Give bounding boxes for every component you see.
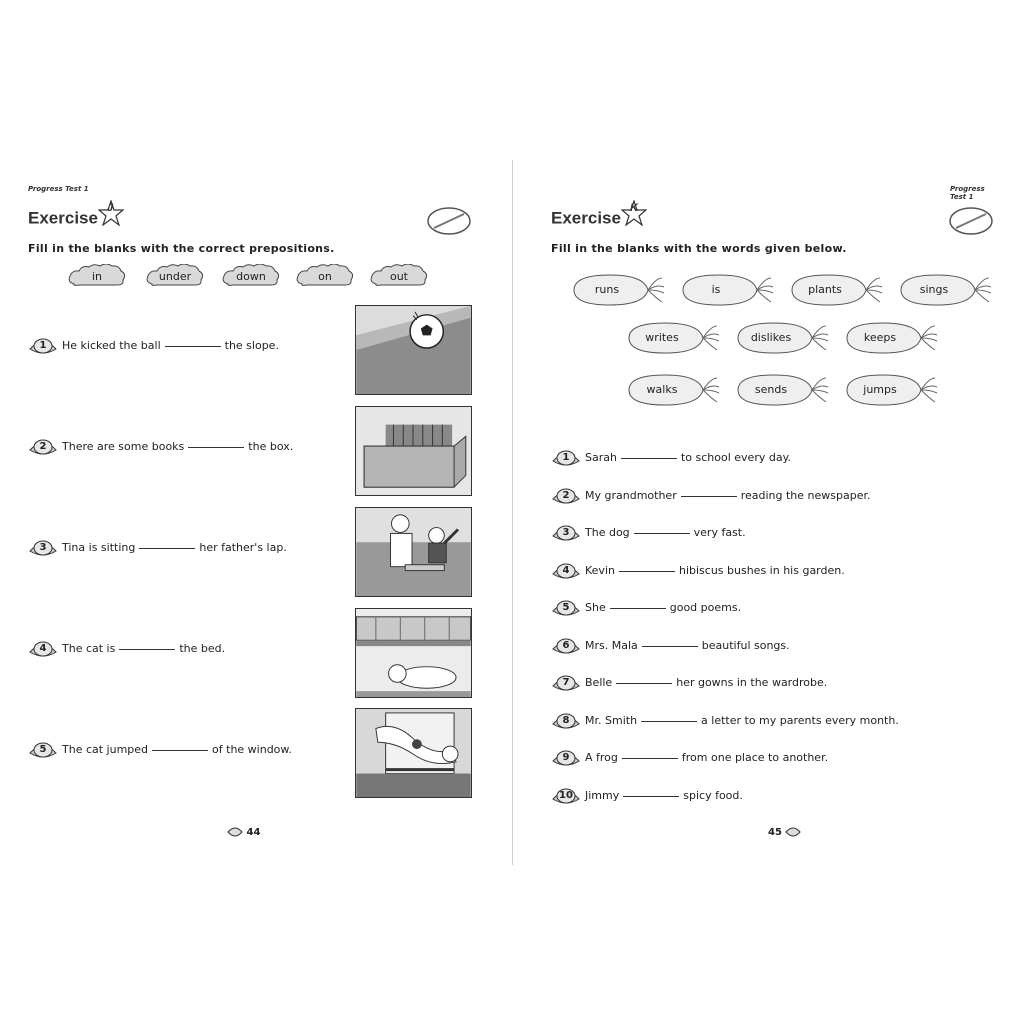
question-row [28, 741, 292, 759]
question-text-after: the bed. [179, 642, 226, 655]
question-number: 5 [39, 744, 47, 755]
question-number: 4 [39, 643, 47, 654]
right-page [514, 160, 1002, 860]
question-text-after: spicy food. [683, 788, 743, 802]
answer-blank[interactable] [623, 795, 679, 797]
word-bank-word: out [389, 270, 408, 283]
question-row [551, 749, 828, 767]
question-number: 10 [559, 789, 573, 801]
word-bank-cloud [66, 264, 128, 290]
word-bank-word: jumps [863, 383, 897, 396]
question-text-before: A frog [585, 751, 618, 764]
answer-blank[interactable] [621, 457, 677, 459]
question-text-after: from one place to another. [681, 751, 829, 764]
question-text-before: Mrs. Mala [585, 638, 638, 652]
word-bank-cloud [294, 264, 356, 290]
instructions: Fill in the blanks with the correct prepositions. [28, 242, 335, 255]
left-page [22, 160, 512, 860]
word-bank-carrot [623, 372, 721, 408]
question-number: 2 [562, 489, 570, 501]
question-text-before: Tina is sitting [62, 541, 136, 554]
question-number-badge [551, 599, 581, 617]
word-bank-word: in [91, 270, 103, 283]
question-text-before: Kevin [585, 563, 615, 577]
question-text-after: a letter to my parents every month. [701, 713, 899, 727]
question-text-before: She [585, 601, 606, 614]
exercise-title [28, 202, 124, 230]
word-bank-carrot [895, 272, 993, 308]
word-bank-word: sings [919, 283, 949, 296]
question-text-after: very fast. [693, 526, 746, 539]
question-number: 9 [562, 752, 570, 763]
question-number-badge [551, 562, 581, 580]
running-head: Progress Test 1 [28, 185, 89, 193]
instructions: Fill in the blanks with the words given below. [551, 242, 847, 255]
score-oval-icon [426, 206, 472, 236]
answer-blank[interactable] [616, 682, 672, 684]
question-number: 1 [39, 340, 47, 351]
question-number-badge [551, 674, 581, 692]
question-number-badge [551, 449, 581, 467]
word-bank-carrot [568, 272, 666, 308]
question-row [551, 487, 871, 505]
question-number-badge [28, 438, 58, 456]
star-icon [98, 202, 124, 230]
page-number [768, 827, 801, 838]
book-gutter [512, 160, 513, 865]
question-number-badge [551, 787, 581, 805]
question-text-after: her gowns in the wardrobe. [676, 676, 828, 689]
answer-blank[interactable] [642, 645, 698, 647]
word-bank-carrot [677, 272, 775, 308]
word-bank-word: under [158, 270, 192, 283]
question-text-after: reading the newspaper. [740, 488, 871, 502]
question-text-after: the slope. [224, 339, 279, 352]
question-text-before: There are some books [62, 440, 185, 453]
answer-blank[interactable] [622, 757, 678, 759]
question-row [551, 562, 845, 580]
question-text-after: of the window. [212, 743, 292, 756]
question-row [551, 637, 790, 655]
word-bank-carrot [623, 320, 721, 356]
question-text-after: good poems. [669, 601, 742, 614]
question-number-badge [28, 741, 58, 759]
question-number-badge [551, 749, 581, 767]
exercise-label: Exercise [551, 208, 621, 228]
question-number-badge [551, 487, 581, 505]
question-row [551, 712, 899, 730]
question-number-badge [551, 524, 581, 542]
answer-blank[interactable] [681, 495, 737, 497]
exercise-title [551, 202, 647, 230]
question-text-before: Sarah [585, 451, 617, 464]
question-text-after: hibiscus bushes in his garden. [678, 563, 845, 577]
page-number-text: 44 [246, 827, 261, 838]
question-number: 4 [562, 564, 570, 576]
picture-books-box [355, 406, 472, 496]
answer-blank[interactable] [619, 570, 675, 572]
question-number-badge [551, 637, 581, 655]
word-bank-word: dislikes [750, 331, 792, 344]
question-number: 6 [562, 639, 570, 651]
question-text-before: Mr. Smith [585, 713, 638, 727]
question-text-after: the box. [248, 440, 294, 453]
question-text-after: beautiful songs. [701, 638, 790, 652]
question-text-before: He kicked the ball [62, 339, 161, 352]
question-row [551, 524, 746, 542]
question-row [551, 449, 791, 467]
question-text-before: My grandmother [585, 488, 677, 502]
word-bank-carrot [732, 320, 830, 356]
picture-father-lap [355, 507, 472, 597]
question-row [28, 539, 287, 557]
answer-blank[interactable] [188, 446, 244, 448]
score-oval-icon [948, 206, 994, 236]
word-bank-word: down [236, 270, 266, 283]
word-bank-word: is [711, 283, 721, 296]
word-bank-cloud [144, 264, 206, 290]
question-text-after: to school every day. [680, 451, 792, 464]
page-number [227, 827, 260, 838]
answer-blank[interactable] [641, 720, 697, 722]
question-text-before: The cat is [62, 642, 116, 655]
question-text-before: Jimmy [585, 788, 620, 802]
word-bank-carrot [841, 320, 939, 356]
question-row [28, 640, 225, 658]
star-icon [621, 202, 647, 230]
question-number-badge [28, 337, 58, 355]
word-bank-word: writes [645, 331, 679, 344]
word-bank-word: sends [754, 383, 788, 396]
picture-cat-under-bed [355, 608, 472, 698]
question-number: 5 [562, 602, 570, 613]
exercise-label: Exercise [28, 208, 98, 228]
word-bank-word: plants [808, 283, 842, 296]
exercise-letter: K [629, 202, 638, 214]
question-number: 8 [562, 714, 570, 726]
word-bank-word: walks [646, 383, 678, 396]
question-number: 3 [562, 527, 570, 538]
question-text-before: The dog [585, 526, 630, 539]
exercise-letter: J [106, 202, 114, 214]
word-bank-word: keeps [863, 331, 897, 344]
question-number: 1 [562, 452, 570, 463]
picture-cat-window [355, 708, 472, 798]
word-bank-cloud [220, 264, 282, 290]
question-number-badge [28, 539, 58, 557]
word-bank-carrot [786, 272, 884, 308]
question-number-badge [551, 712, 581, 730]
answer-blank[interactable] [119, 648, 175, 650]
word-bank-word: on [318, 270, 332, 283]
question-row [551, 674, 827, 692]
answer-blank[interactable] [152, 749, 208, 751]
page-number-text: 45 [768, 827, 782, 838]
answer-blank[interactable] [139, 547, 195, 549]
answer-blank[interactable] [610, 607, 666, 609]
question-row [551, 599, 741, 617]
running-head: Progress Test 1 [950, 185, 985, 201]
word-bank-word: runs [594, 283, 620, 296]
answer-blank[interactable] [165, 345, 221, 347]
word-bank-carrot [841, 372, 939, 408]
word-bank-cloud [368, 264, 430, 290]
answer-blank[interactable] [634, 532, 690, 534]
question-row [28, 337, 279, 355]
question-text-before: The cat jumped [62, 743, 149, 756]
question-number: 2 [39, 441, 47, 452]
question-number: 3 [39, 542, 47, 553]
picture-ball-slope [355, 305, 472, 395]
question-text-before: Belle [585, 676, 613, 689]
question-number-badge [28, 640, 58, 658]
question-number: 7 [562, 677, 570, 688]
question-row [28, 438, 293, 456]
question-text-after: her father's lap. [199, 541, 287, 554]
question-row [551, 787, 743, 805]
word-bank-carrot [732, 372, 830, 408]
